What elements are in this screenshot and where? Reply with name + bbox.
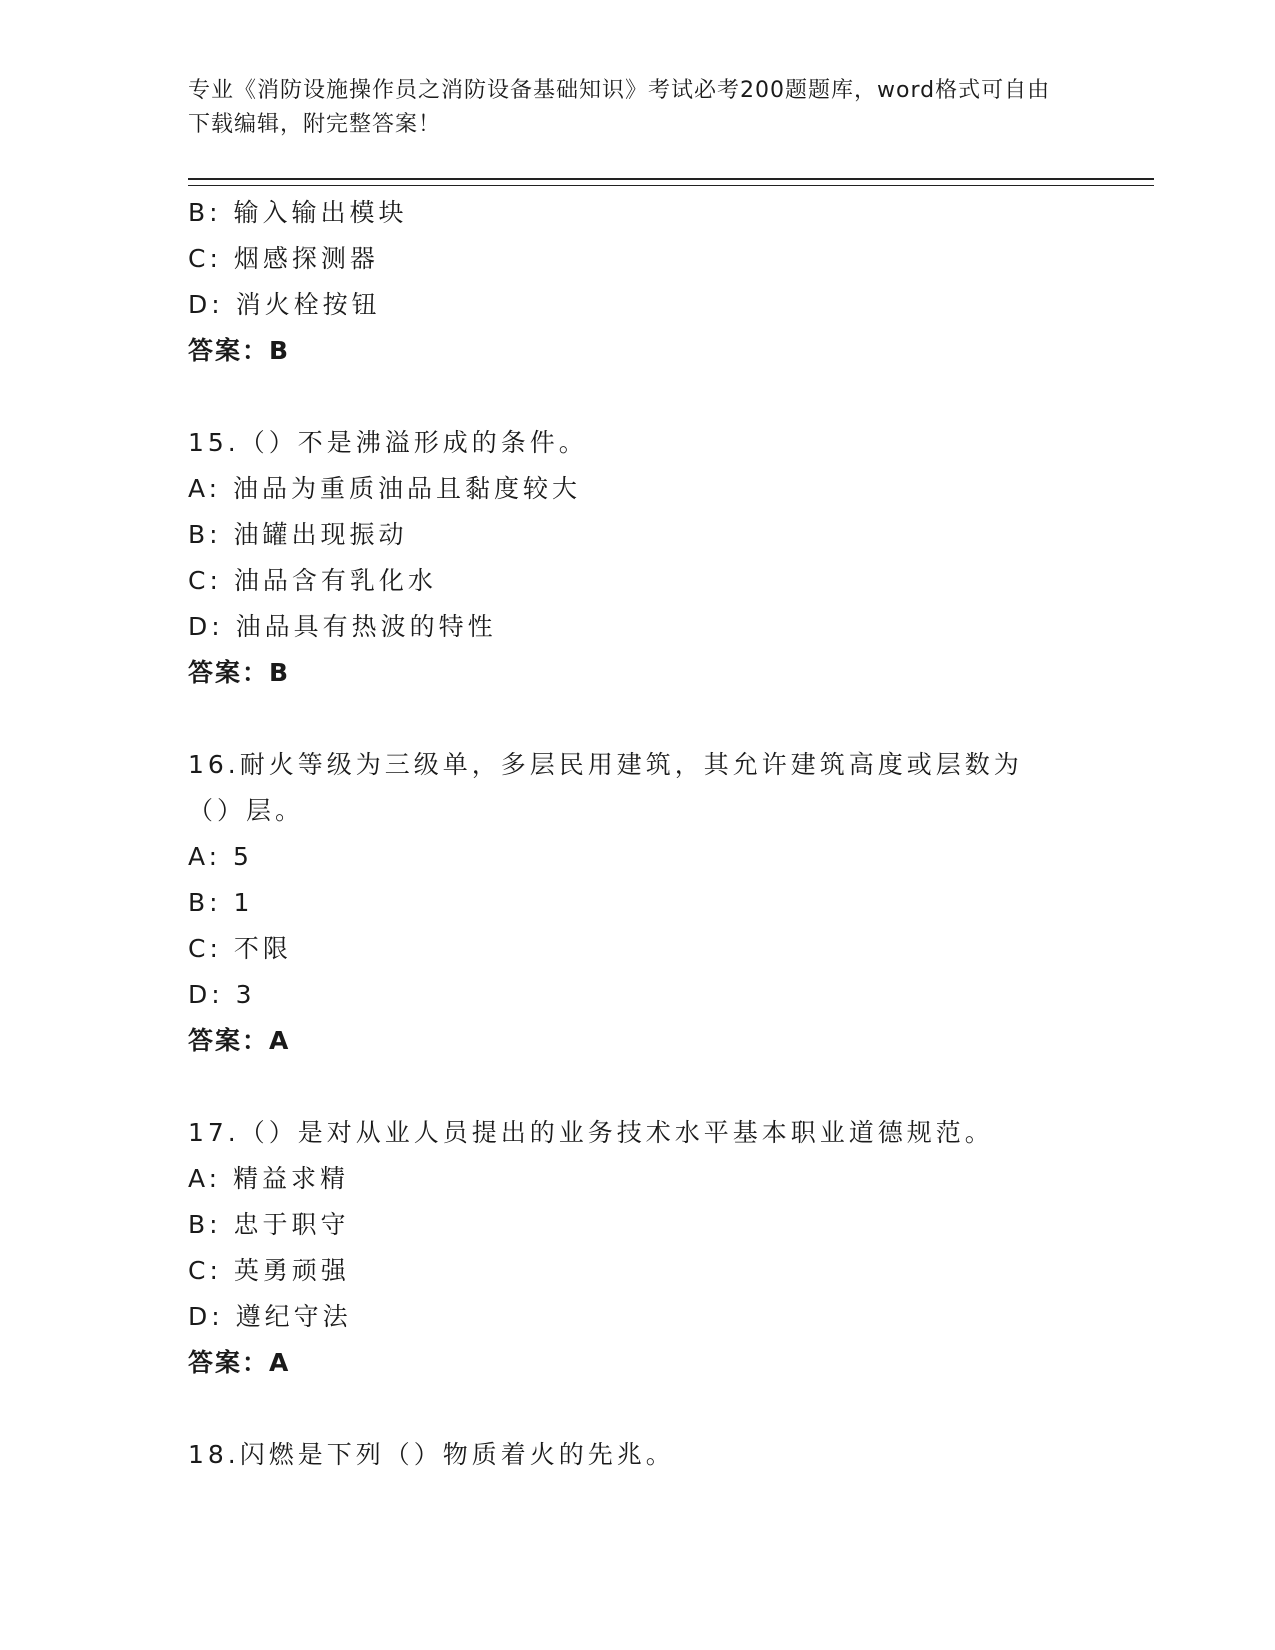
question-16 <box>188 742 1088 1064</box>
option-a: A: 精益求精 <box>188 1164 350 1193</box>
option-b: B: 油罐出现振动 <box>188 520 408 549</box>
question-14-continued <box>188 190 1088 374</box>
option-c: C: 不限 <box>188 934 292 963</box>
option-d: D: 3 <box>188 980 256 1009</box>
answer-line: 答案：B <box>188 658 291 687</box>
spacer <box>188 1386 1088 1432</box>
question-stem: 17.（）是对从业人员提出的业务技术水平基本职业道德规范。 <box>188 1118 994 1147</box>
option-a: A: 5 <box>188 842 253 871</box>
option-c: C: 烟感探测器 <box>188 244 379 273</box>
question-stem: 15.（）不是沸溢形成的条件。 <box>188 428 588 457</box>
spacer <box>188 374 1088 420</box>
option-b: B: 1 <box>188 888 254 917</box>
spacer <box>188 696 1088 742</box>
answer-line: 答案：B <box>188 336 291 365</box>
question-stem: 18.闪燃是下列（）物质着火的先兆。 <box>188 1440 675 1469</box>
option-c: C: 油品含有乳化水 <box>188 566 437 595</box>
question-stem: 16.耐火等级为三级单，多层民用建筑，其允许建筑高度或层数为（）层。 <box>188 750 1023 825</box>
option-b: B: 忠于职守 <box>188 1210 350 1239</box>
header-divider <box>188 178 1154 186</box>
option-d: D: 油品具有热波的特性 <box>188 612 497 641</box>
question-list <box>188 190 1088 1478</box>
answer-line: 答案：A <box>188 1026 291 1055</box>
option-c: C: 英勇顽强 <box>188 1256 350 1285</box>
answer-line: 答案：A <box>188 1348 291 1377</box>
question-18 <box>188 1432 1088 1478</box>
option-d: D: 消火栓按钮 <box>188 290 381 319</box>
option-a: A: 油品为重质油品且黏度较大 <box>188 474 582 503</box>
question-15 <box>188 420 1088 696</box>
option-b: B: 输入输出模块 <box>188 198 408 227</box>
spacer <box>188 1064 1088 1110</box>
question-17 <box>188 1110 1088 1386</box>
option-d: D: 遵纪守法 <box>188 1302 352 1331</box>
page-header: 专业《消防设施操作员之消防设备基础知识》考试必考200题题库，word格式可自由下载编辑，附完整答案！ <box>188 78 1051 137</box>
